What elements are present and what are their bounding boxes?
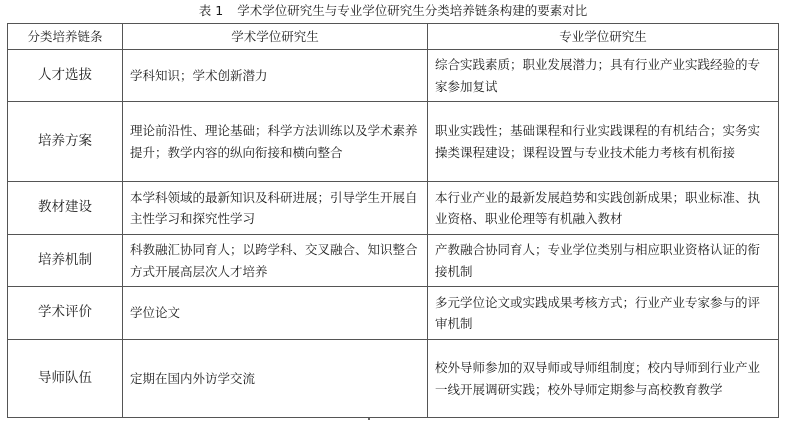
row-label: 人才选拔 bbox=[8, 50, 123, 102]
table-row bbox=[8, 182, 779, 235]
professional-cell: 产教融合协同育人；专业学位类别与相应职业资格认证的衔接机制 bbox=[428, 235, 779, 287]
comparison-table bbox=[7, 23, 779, 418]
professional-cell: 多元学位论文或实践成果考核方式；行业产业专家参与的评审机制 bbox=[428, 287, 779, 340]
table-caption bbox=[0, 2, 786, 20]
professional-cell: 校外导师参加的双导师或导师组制度；校内导师到行业产业一线开展调研实践；校外导师定期参与高校教育教学 bbox=[428, 340, 779, 418]
header-professional: 专业学位研究生 bbox=[428, 24, 779, 50]
row-label: 培养机制 bbox=[8, 235, 123, 287]
header-chain: 分类培养链条 bbox=[8, 24, 123, 50]
scan-speck bbox=[368, 418, 370, 420]
row-label: 学术评价 bbox=[8, 287, 123, 340]
academic-cell: 学科知识；学术创新潜力 bbox=[123, 50, 428, 102]
row-label: 教材建设 bbox=[8, 182, 123, 235]
table-row bbox=[8, 102, 779, 182]
table-row bbox=[8, 50, 779, 102]
academic-cell: 理论前沿性、理论基础；科学方法训练以及学术素养提升；教学内容的纵向衔接和横向整合 bbox=[123, 102, 428, 182]
table-title: 学术学位研究生与专业学位研究生分类培养链条构建的要素对比 bbox=[237, 3, 588, 18]
academic-cell: 定期在国内外访学交流 bbox=[123, 340, 428, 418]
row-label: 培养方案 bbox=[8, 102, 123, 182]
table-row bbox=[8, 340, 779, 418]
table-number: 表 1 bbox=[198, 3, 224, 18]
row-label: 导师队伍 bbox=[8, 340, 123, 418]
table-row bbox=[8, 287, 779, 340]
professional-cell: 本行业产业的最新发展趋势和实践创新成果；职业标准、执业资格、职业伦理等有机融入教材 bbox=[428, 182, 779, 235]
academic-cell: 学位论文 bbox=[123, 287, 428, 340]
academic-cell: 科教融汇协同育人；以跨学科、交叉融合、知识整合方式开展高层次人才培养 bbox=[123, 235, 428, 287]
academic-cell: 本学科领域的最新知识及科研进展；引导学生开展自主性学习和探究性学习 bbox=[123, 182, 428, 235]
header-academic: 学术学位研究生 bbox=[123, 24, 428, 50]
professional-cell: 综合实践素质；职业发展潜力；具有行业产业实践经验的专家参加复试 bbox=[428, 50, 779, 102]
table-row bbox=[8, 235, 779, 287]
header-row bbox=[8, 24, 779, 50]
professional-cell: 职业实践性；基础课程和行业实践课程的有机结合；实务实操类课程建设；课程设置与专业技术能力考核有机衔接 bbox=[428, 102, 779, 182]
